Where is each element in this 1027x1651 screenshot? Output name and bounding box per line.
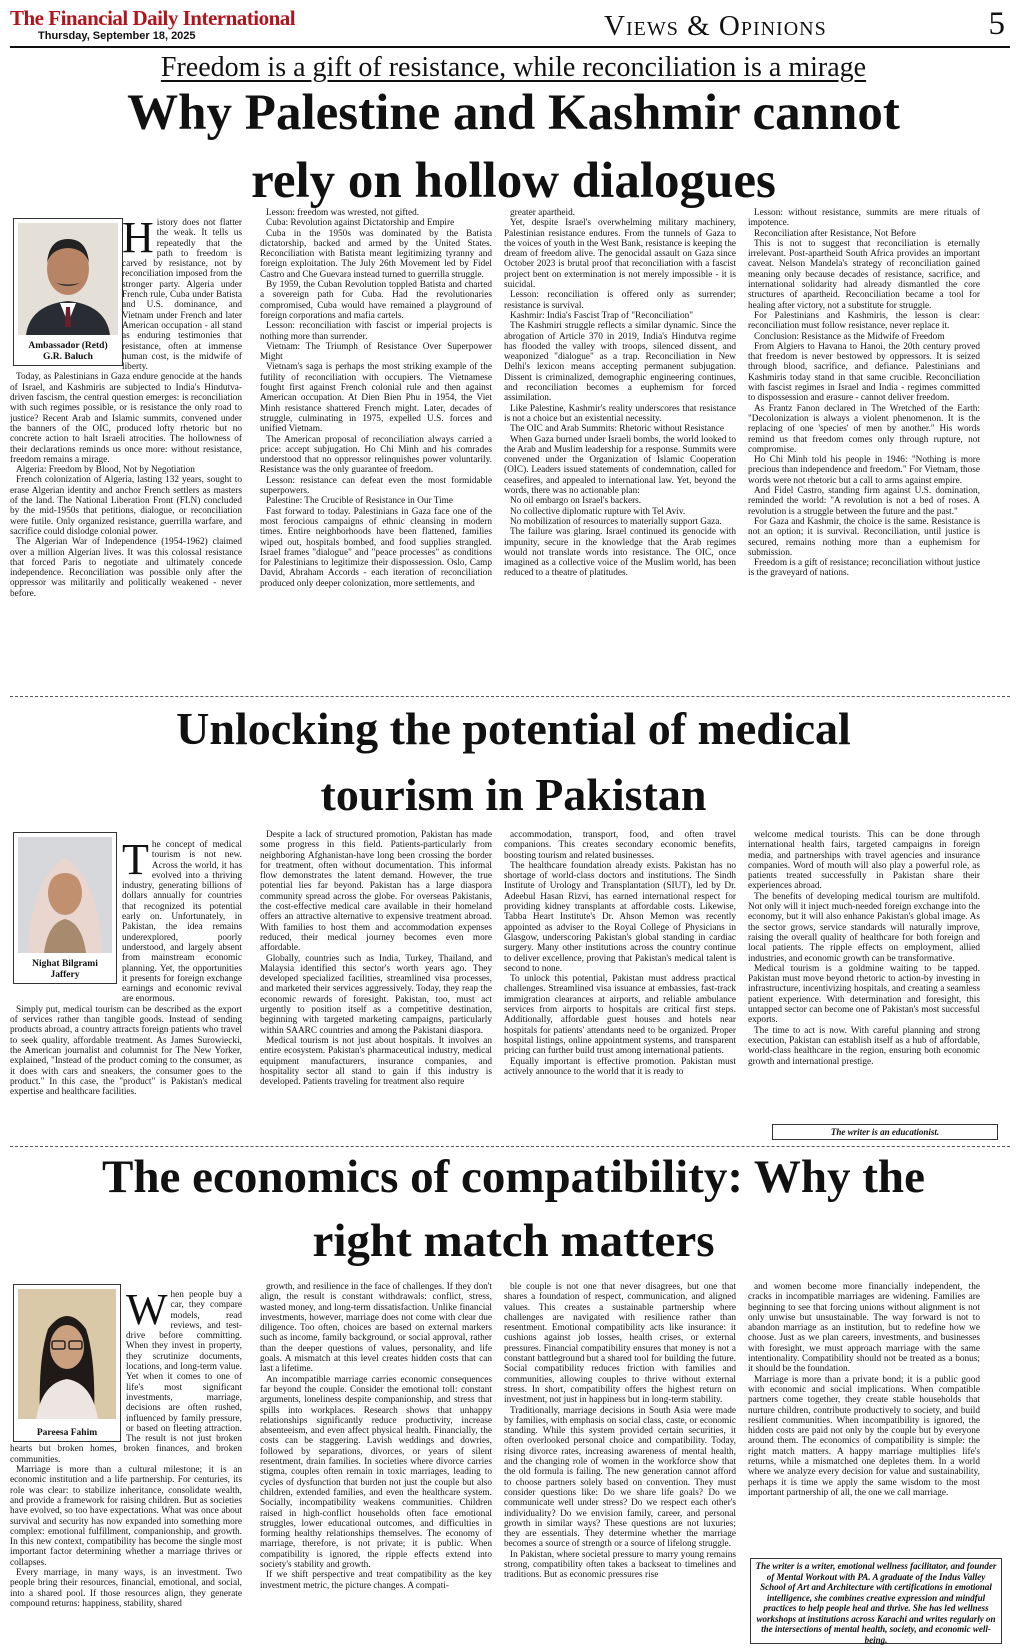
article2-headline-line2: tourism in Pakistan — [320, 769, 707, 820]
article3-headline-line2: right match matters — [312, 1215, 715, 1267]
article1-headline-line2: rely on hollow dialogues — [251, 153, 776, 209]
author-byline: Nighat Bilgrami Jaffery — [32, 959, 98, 980]
article2-column-4: welcome medical tourists. This can be done through international health fairs, targeted campaigns in foreign media, and partnerships with travel agencies and insurance companies. Word of mouth will also play a powerful role, as patients treated successfully in Pakistan share their experiences abroad. The benefits of developing medical tourism are multifold. Not only will it inject much-needed foreign exchange into the economy, but it will also enhance Pakistan's global image. As the sector grows, service standards will naturally improve, raising the overall quality of healthcare for both foreign and local patients. The ripple effects on employment, allied industries, and economic growth can be transformative. Medical tourism is a goldmine waiting to be tapped. Pakistan must move beyond rhetoric to action-by investing in infrastructure, incentivizing hospitals, and creating a seamless patient experience. With determination and foresight, this untapped sector can become one of Pakistan's most successful exports. The time to act is now. With careful planning and strong execution, Pakistan can establish itself as a hub of affordable, world-class healthcare in the region, ensuring both economic growth and international prestige. — [748, 830, 980, 1067]
article1-column-1: H istory does not flatter the weak. It tells us repeatedly that the path to freedom is carved by resistance, not by reconciliation imposed from the stronger party. Algeria under French rule, Cuba under Batista and U.S. dominance, and Vietnam under French and later American occupation - all stand as enduring testimonies that resistance, often at immense human cost, is the midwife of liberty. Today, as Palestinians in Gaza endure genocide at the hands of Israel, and Kashmiris are subjected to India's Hindutva-driven fascism, the central question emerges: is reconciliation with such regimes possible, or is resistance the only road to justice? Recent Arab and Islamic summits, convened under the banners of the OIC, produced lofty rhetoric but no concrete action to halt Israeli atrocities. The hollowness of their declarations reminds us once more: without resistance, freedom remains a mirage. Algeria: Freedom by Blood, Not by Negotiation French colonization of Algeria, lasting 132 years, sought to erase Algerian identity and anchor French settlers as masters of the land. The National Liberation Front (FLN) concluded by the mid-1950s that petitions, dialogue, or reconciliation were futile. Only organized resistance, guerrilla warfare, and sacrifice could dislodge colonial power. The Algerian War of Independence (1954-1962) claimed over a million Algerian lives. It was this colossal resistance that forced Paris to negotiate and ultimately concede independence. Reconciliation was possible only after the oppressor was militarily and politically weakened - never before. — [10, 218, 242, 599]
article1-column-4: Lesson: without resistance, summits are mere rituals of impotence. Reconciliation after Resistance, Not Before This is not to suggest that reconciliation is eternally irrelevant. Post-apartheid South Africa provides an important caveat. Nelson Mandela's strategy of reconciliation gained meaning only because decades of resistance, sacrifice, and international solidarity had already dismantled the core structures of apartheid. Reconciliation became a tool for healing after victory, not a substitute for struggle. For Palestinians and Kashmiris, the lesson is clear: reconciliation must follow resistance, never replace it. Conclusion: Resistance as the Midwife of Freedom From Algiers to Havana to Hanoi, the 20th century proved that freedom is never bestowed by oppressors. It is seized through blood, sacrifice, and defiance. Palestinians and Kashmiris today stand in that same crucible. Reconciliation with fascist regimes in Israel and India - regimes committed to dispossession and erasure - cannot deliver freedom. As Frantz Fanon declared in The Wretched of the Earth: "Decolonization is always a violent phenomenon. It is the replacing of one 'species' of men by another." His words remind us that freedom comes only through rupture, not compromise. Ho Chi Minh told his people in 1946: "Nothing is more precious than independence and freedom." For Vietnam, those words were not rhetoric but a call to arms against empire. And Fidel Castro, standing firm against U.S. domination, reminded the world: "A revolution is not a bed of roses. A revolution is a struggle between the future and the past." For Gaza and Kashmir, the choice is the same. Resistance is not an option; it is survival. Reconciliation, until justice is secured, remains nothing more than a euphemism for submission. Freedom is a gift of resistance; reconciliation without justice is the graveyard of nations. — [748, 208, 980, 579]
article-divider — [10, 1146, 1010, 1147]
article2-column-2: Despite a lack of structured promotion, Pakistan has made some progress in this field. Patients-particularly from neighboring Afghanistan-have long been crossing the border for treatment, often without documentation. This informal flow demonstrates the latent demand. However, the true potential lies far beyond. Pakistan has a large diaspora community spread across the globe. For overseas Pakistanis, the cost-effective medical care available in their homeland offers an attractive alternative to expensive treatment abroad. With families to host them and accommodation expenses reduced, their medical journey becomes even more affordable. Globally, countries such as India, Turkey, Thailand, and Malaysia identified this sector's worth years ago. They developed specialized facilities, streamlined visa processes, and marketed their services aggressively. Today, they reap the economic rewards of foresight. Pakistan, too, must act urgently to position itself as a competitive destination, beginning with targeted marketing campaigns, particularly within SAARC countries and among the Pakistani diaspora. Medical tourism is not just about hospitals. It involves an entire ecosystem. Pakistan's pharmaceutical industry, medical equipment manufacturers, insurance companies, and hospitality sector all stand to gain if this industry is developed. Patients traveling for treatment also require — [260, 830, 492, 1088]
article1-headline-line1: Why Palestine and Kashmir cannot — [127, 85, 900, 141]
article1-kicker: Freedom is a gift of resistance, while reconciliation is a mirage — [160, 52, 867, 83]
author-byline: Pareesa Fahim — [36, 1428, 98, 1438]
masthead — [10, 6, 1010, 48]
author-byline: Ambassador (Retd) G.R. Baluch — [28, 341, 108, 362]
article1-drop-cap: H — [122, 218, 154, 262]
article2-column-3: accommodation, transport, food, and often travel companions. This creates secondary economic benefits, boosting tourism and related businesses. The healthcare foundation already exists. Pakistan has no shortage of world-class doctors and institutions. The Sindh Institute of Urology and Transplantation (SIUT), led by Dr. Adeebul Hasan Rizvi, has earned international respect for providing kidney transplants at affordable costs. Likewise, Tabba Heart Institute's Dr. Ahson Memon was recently appointed as adviser to the Royal College of Physicians in Glasgow, underscoring Pakistan's global standing in cardiac surgery. Many other institutions across the country continue to deliver excellence, proving that Pakistan's medical talent is second to none. To unlock this potential, Pakistan must address practical challenges. Streamlined visa issuance at embassies, fast-track immigration clearances at airports, and reliable ambulance services from airports to hospitals are critical first steps. Additionally, affordable guest houses and hotels near hospitals for patients' attendants need to be organized. Proper hospital listings, online appointment systems, and transparent pricing can further build trust among international patients. Equally important is effective promotion. Pakistan must actively announce to the world that it is ready to — [504, 830, 736, 1077]
newspaper-name: The Financial Daily International — [10, 6, 296, 30]
issue-date: Thursday, September 18, 2025 — [38, 30, 196, 42]
article-divider — [10, 696, 1010, 697]
article2-headline-line1: Unlocking the potential of medical — [176, 703, 851, 754]
article3-column-3: ble couple is not one that never disagrees, but one that shares a foundation of respect, communication, and aligned values. This creates a sustainable partnership where challenges are navigated with resilience rather than resentment. Emotional compatibility acts like insurance: it cushions against job losses, health crises, or external pressures. Financial compatibility ensures that money is not a constant battleground but a shared tool for building the future. Social compatibility reduces friction with families and communities, allowing couples to thrive without external stress. In short, compatibility offers the highest return on investment, not just in happiness but in long-term stability. Traditionally, marriage decisions in South Asia were made by families, with emphasis on social class, caste, or economic standing. While this system provided certain securities, it often overlooked personal choice and compatibility. Today, rising divorce rates, increasing awareness of mental health, and the changing role of women in the workforce show that the old formula is failing. The new generation cannot afford to choose partners solely based on convention. They must consider questions like: Do we share life goals? Do we communicate well under stress? Do we respect each other's individuality? Do we envision family, career, and personal growth in similar ways? These questions are not luxuries; they are essentials. They determine whether the marriage becomes a source of strength or a source of lifelong struggle. In Pakistan, where societal pressure to marry young remains strong, compatibility often takes a backseat to timelines and traditions. But as economic pressures rise — [504, 1282, 736, 1581]
article2-drop-cap: T — [122, 840, 149, 884]
article3-drop-cap: W — [126, 1290, 168, 1334]
article1-column-2: Lesson: freedom was wrested, not gifted. Cuba: Revolution against Dictatorship and Empire Cuba in the 1950s was dominated by the Batista dictatorship, backed and armed by the United States. Reconciliation with Batista meant legitimizing tyranny and foreign exploitation. The July 26th Movement led by Fidel Castro and Che Guevara instead turned to guerrilla struggle. By 1959, the Cuban Revolution toppled Batista and charted a sovereign path for Cuba. Had the revolutionaries compromised, Cuba would have remained a playground of foreign corporations and mafia cartels. Lesson: reconciliation with fascist or imperial projects is nothing more than surrender. Vietnam: The Triumph of Resistance Over Superpower Might Vietnam's saga is perhaps the most striking example of the futility of reconciliation with occupiers. The Vietnamese fought first against French colonial rule and then against American occupation. At Dien Bien Phu in 1954, the Viet Minh resistance shattered French might. Later, decades of struggle, culminating in 1975, expelled U.S. forces and unified Vietnam. The American proposal of reconciliation always carried a price: accept subjugation. Ho Chi Minh and his comrades understood that no oppressor relinquishes power voluntarily. Resistance was the only guarantee of freedom. Lesson: resistance can defeat even the most formidable superpowers. Palestine: The Crucible of Resistance in Our Time Fast forward to today. Palestinians in Gaza face one of the most ferocious campaigns of ethnic cleansing in modern times. Entire neighborhoods have been flattened, families wiped out, hospitals bombed, and food supplies strangled. Israel frames "dialogue" and "peace processes" as conditions for Palestinians to legitimize their dispossession. Oslo, Camp David, Abraham Accords - each iteration of reconciliation produced only deeper colonization, more settlements, and — [260, 208, 492, 589]
article1-column-3: greater apartheid. Yet, despite Israel's overwhelming military machinery, Palestinian resistance endures. From the tunnels of Gaza to the voices of youth in the West Bank, resistance is keeping the dream of freedom alive. The genocidal assault on Gaza since October 2023 is brutal proof that reconciliation with a fascist project bent on extermination is not merely impossible - it is suicidal. Lesson: reconciliation is offered only as surrender; resistance is survival. Kashmir: India's Fascist Trap of "Reconciliation" The Kashmiri struggle reflects a similar dynamic. Since the abrogation of Article 370 in 2019, India's Hindutva regime has flooded the valley with troops, silenced dissent, and weaponized "dialogue" as a trap. Reconciliation in New Delhi's lexicon means accepting permanent subjugation. Dissent is criminalized, demographic engineering continues, and reconciliation becomes a euphemism for forced assimilation. Like Palestine, Kashmir's reality underscores that resistance is not a choice but an existential necessity. The OIC and Arab Summits: Rhetoric without Resistance When Gaza burned under Israeli bombs, the world looked to the Arab and Muslim leadership for a response. Summits were convened under the Organization of Islamic Cooperation (OIC). Leaders issued statements of condemnation, called for ceasefires, and appealed to international law. Yet, beyond the words, there was no actionable plan: No oil embargo on Israel's backers. No collective diplomatic rupture with Tel Aviv. No mobilization of resources to materially support Gaza. The failure was glaring. Israel continued its genocide with impunity, secure in the knowledge that the Arab regimes would not translate words into resistance. The OIC, once imagined as a collective voice of the Muslim world, has been reduced to a theatre of platitudes. — [504, 208, 736, 579]
article2-author-note: The writer is an educationist. — [772, 1124, 998, 1140]
section-title: Views & Opinions — [604, 10, 827, 42]
article3-author-note: The writer is a writer, emotional wellness facilitator, and founder of Mental Workout with PA. A graduate of the Indus Valley School of Art and Architecture with certifications in emotional intelligence, she combines creative expression and mindful practices to help people heal and thrive. She has led wellness workshops at institutions across Karachi and writes regularly on the intersections of mental health, society, and economic well-being. — [750, 1558, 1002, 1644]
article2-column-1: T he concept of medical tourism is not new. Across the world, it has evolved into a thriving industry, generating billions of dollars annually for countries that recognized its potential early on. Unfortunately, in Pakistan, the idea remains underexplored, poorly understood, and largely absent from mainstream economic planning. Yet, the opportunities it presents for foreign exchange earnings and economic revival are enormous. Simply put, medical tourism can be described as the export of services rather than tangible goods. Instead of sending products abroad, a country attracts foreign patients who travel to seek quality, affordable treatment. As James Surowiecki, the American journalist and columnist for The New Yorker, explained, "Instead of the product coming to the consumer, as it does with cars and sneakers, the consumer goes to the product." In this case, the "product" is Pakistan's medical expertise and healthcare facilities. — [10, 840, 242, 1098]
article3-headline-line1: The economics of compatibility: Why the — [102, 1151, 925, 1203]
article3-column-2: growth, and resilience in the face of challenges. If they don't align, the result is constant withdrawals: conflict, stress, wasted money, and long-term dissatisfaction. Unlike financial investments, however, marriage does not come with clear due diligence. Too often, choices are based on external markers such as income, family background, or social approval, rather than the deeper questions of values, personality, and life goals. A mismatch at this level creates hidden costs that can last a lifetime. An incompatible marriage carries economic consequences far beyond the couple. Consider the emotional toll: constant arguments, loneliness despite companionship, and stress that spills into workplaces. Research shows that unhappy relationships significantly reduce productivity, increase absenteeism, and even affect physical health. Financially, the costs can be staggering. Lavish weddings and dowries, followed by separations, divorces, or years of silent resentment, drain families. In societies where divorce carries stigma, couples often remain in toxic marriages, leading to cycles of dysfunction that burden not just the couple but also children, extended families, and even the healthcare system. Socially, incompatibility weakens communities. Children raised in high-conflict households often face emotional struggles, lower educational outcomes, and difficulties in forming healthy relationships themselves. The economy of marriage, therefore, is not private; it is public. When compatibility is ignored, the ripple effects extend into society's stability and growth. If we shift perspective and treat compatibility as the key investment metric, the picture changes. A compati- — [260, 1282, 492, 1591]
page-number: 5 — [988, 6, 1005, 42]
article3-column-4: and women become more financially independent, the cracks in incompatible marriages are widening. Families are beginning to see that forcing unions without alignment is not only unwise but unsustainable. The way forward is not to abandon marriage as an institution, but to redefine how we choose. Just as we plan careers, investments, and businesses with foresight, we must approach marriage with the same intentionality. Compatibility should not be treated as a bonus; it should be the foundation. Marriage is more than a private bond; it is a public good with economic and social implications. When compatible partners come together, they create stable households that nurture children, contribute productively to society, and build resilient communities. When incompatibility is ignored, the hidden costs are paid not only by the couple but by everyone around them. The economics of compatibility is simple: the right match matters. A happy marriage multiplies life's returns, while a mismatched one depletes them. In a world where we analyze every decision for value and sustainability, perhaps it is time we apply the same wisdom to the most important partnership of all, the one we call marriage. — [748, 1282, 980, 1498]
article3-column-1: W hen people buy a car, they compare models, read reviews, and test-drive before committing. When they invest in property, they scrutinize documents, locations, and long-term value. Yet when it comes to one of life's most significant investments, marriage, decisions are often rushed, influenced by family pressure, or based on fleeting attraction. The result is not just broken hearts but broken homes, broken finances, and broken communities. Marriage is more than a cultural milestone; it is an economic institution and a life partnership. For centuries, its role was clear: to stabilize inheritance, consolidate wealth, and provide a framework for raising children. But as societies have evolved, so too have expectations. What was once about survival and security has now expanded into something more complex: emotional fulfillment, companionship, and growth. In this new context, compatibility has become the single most important factor determining whether a marriage thrives or collapses. Every marriage, in many ways, is an investment. Two people bring their resources, financial, emotional, and social, into a shared pool. If those resources align, they generate compound returns: happiness, stability, shared — [10, 1290, 242, 1609]
